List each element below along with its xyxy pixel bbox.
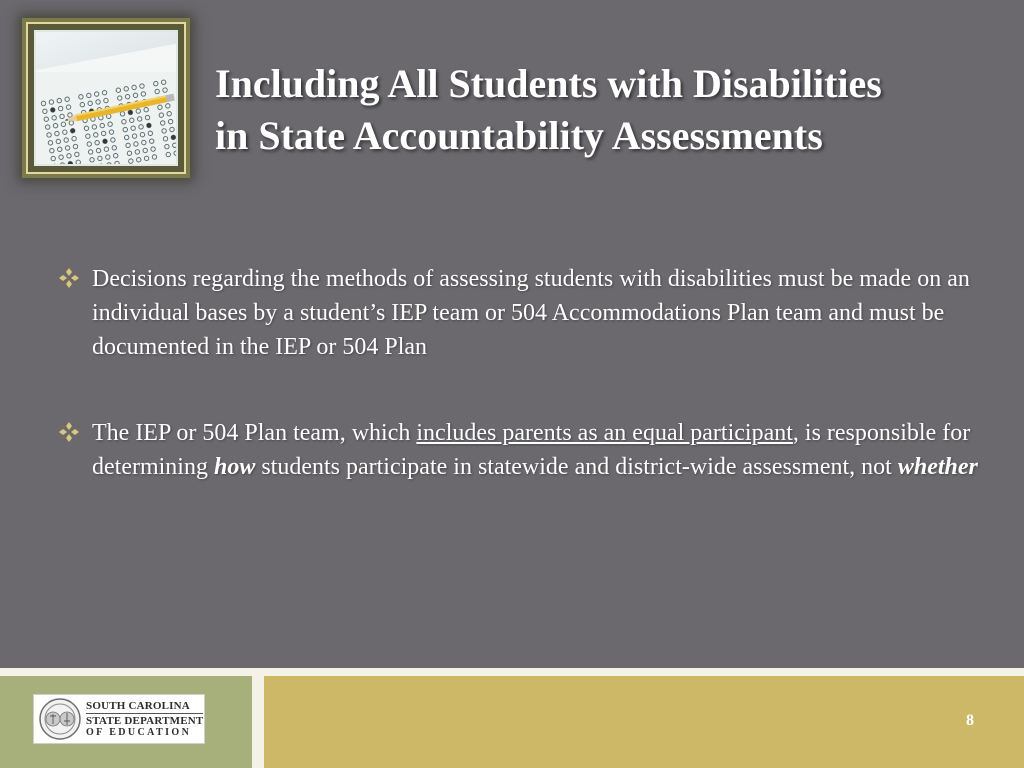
slide-content	[58, 262, 978, 484]
bullet-text-emphasis-whether: whether	[897, 454, 978, 480]
bullet-text-emphasis-how: how	[213, 454, 256, 480]
footer-divider	[0, 668, 1024, 676]
sc-education-logo	[33, 694, 205, 744]
bullet-item	[58, 262, 978, 364]
page-number: 8	[966, 712, 974, 729]
bullet-item	[58, 416, 978, 484]
logo-wordmark	[86, 700, 203, 739]
slide-title-line-1: Including All Students with Disabilities	[215, 61, 882, 106]
logo-line-3: OF EDUCATION	[86, 726, 192, 738]
bullet-text-part-2: , is responsible for determining	[92, 420, 971, 480]
logo-line-2: STATE DEPARTMENT	[86, 714, 204, 727]
bullet-text-part-1: The IEP or 504 Plan team, which	[92, 420, 417, 446]
bullet-text-part-3: students participate in statewide and district-wide assessment, not	[255, 454, 898, 480]
footer-gap	[252, 676, 264, 768]
logo-line-1: SOUTH CAROLINA	[86, 699, 190, 712]
answer-sheet-pencil-image	[34, 30, 178, 166]
diamond-bullet-icon	[58, 421, 80, 443]
state-seal-icon	[38, 697, 82, 741]
slide-title	[215, 58, 1005, 162]
slide-title-line-2: in State Accountability Assessments	[215, 113, 823, 158]
footer-right-panel	[264, 676, 1024, 768]
bullet-text: Decisions regarding the methods of assessing students with disabilities must be made on an individual bases by a student’s IEP team or 504 Accommodations Plan team and must be documented in the IEP or 504 Plan	[92, 266, 970, 360]
diamond-bullet-icon	[58, 267, 80, 289]
slide-thumbnail-frame	[22, 18, 190, 178]
bullet-text-underlined: includes parents as an equal participant	[416, 420, 793, 446]
